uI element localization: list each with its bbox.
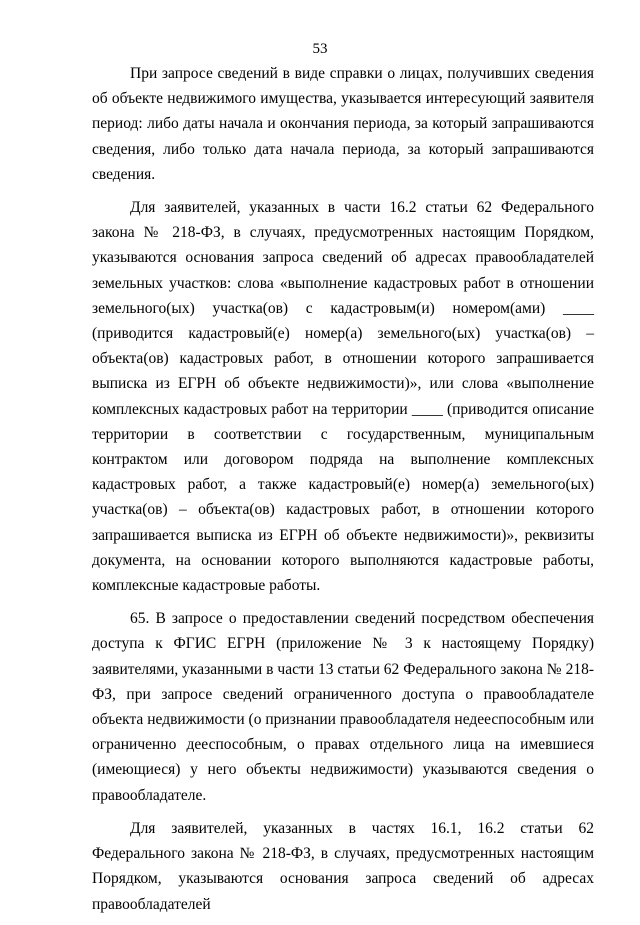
page-number: 53 xyxy=(312,41,328,57)
paragraph-cadastral-grounds: Для заявителей, указанных в части 16.2 статьи 62 Федерального закона № 218-ФЗ, в случаях, предусмотренных настоящим Порядком, указываются основания запроса сведений об адресах правообладателей земельных участков: слова «выполнение кадастровых работ в отношении земельного(ых) участка(ов) с кадастровым(и) номером(ами) ____ (приводится кадастровый(е) номер(а) земельного(ых) участка(ов) – объекта(ов) кадастровых работ, в отношении которого запрашивается выписка из ЕГРН об объекте недвижимости)», или слова «выполнение комплексных кадастровых работ на территории ____ (приводится описание территории в соответствии с государственным, муниципальным контрактом или договором подряда на выполнение комплексных кадастровых работ, а также кадастровый(е) номер(а) земельного(ых) участка(ов) – объекта(ов) кадастровых работ, в отношении которого запрашивается выписка из ЕГРН об объекте недвижимости)», реквизиты документа, на основании которого выполняются кадастровые работы, комплексные кадастровые работы. xyxy=(92,199,594,595)
paragraph-item-65: 65. В запросе о предоставлении сведений посредством обеспечения доступа к ФГИС ЕГРН (приложение № 3 к настоящему Порядку) заявителями, указанными в части 13 статьи 62 Федерального закона № 218-ФЗ, при запросе сведений ограниченного доступа о правообладателе объекта недвижимости (о признании правообладателя недееспособным или ограниченно дееспособным, о правах отдельного лица на имевшиеся (имеющиеся) у него объекты недвижимости) указываются сведения о правообладателе. xyxy=(92,610,594,804)
paragraph-applicants-16-1: Для заявителей, указанных в частях 16.1, 16.2 статьи 62 Федерального закона № 218-ФЗ, в случаях, предусмотренных настоящим Порядком, указываются основания запроса сведений об адресах правообладателей xyxy=(92,819,594,913)
paragraph-certificate-period: При запросе сведений в виде справки о лицах, получивших сведения об объекте недвижимого имущества, указывается интересующий заявителя период: либо даты начала и окончания периода, за который запрашиваются сведения, либо только дата начала периода, за который запрашиваются сведения. xyxy=(92,65,594,183)
document-body xyxy=(92,61,594,925)
